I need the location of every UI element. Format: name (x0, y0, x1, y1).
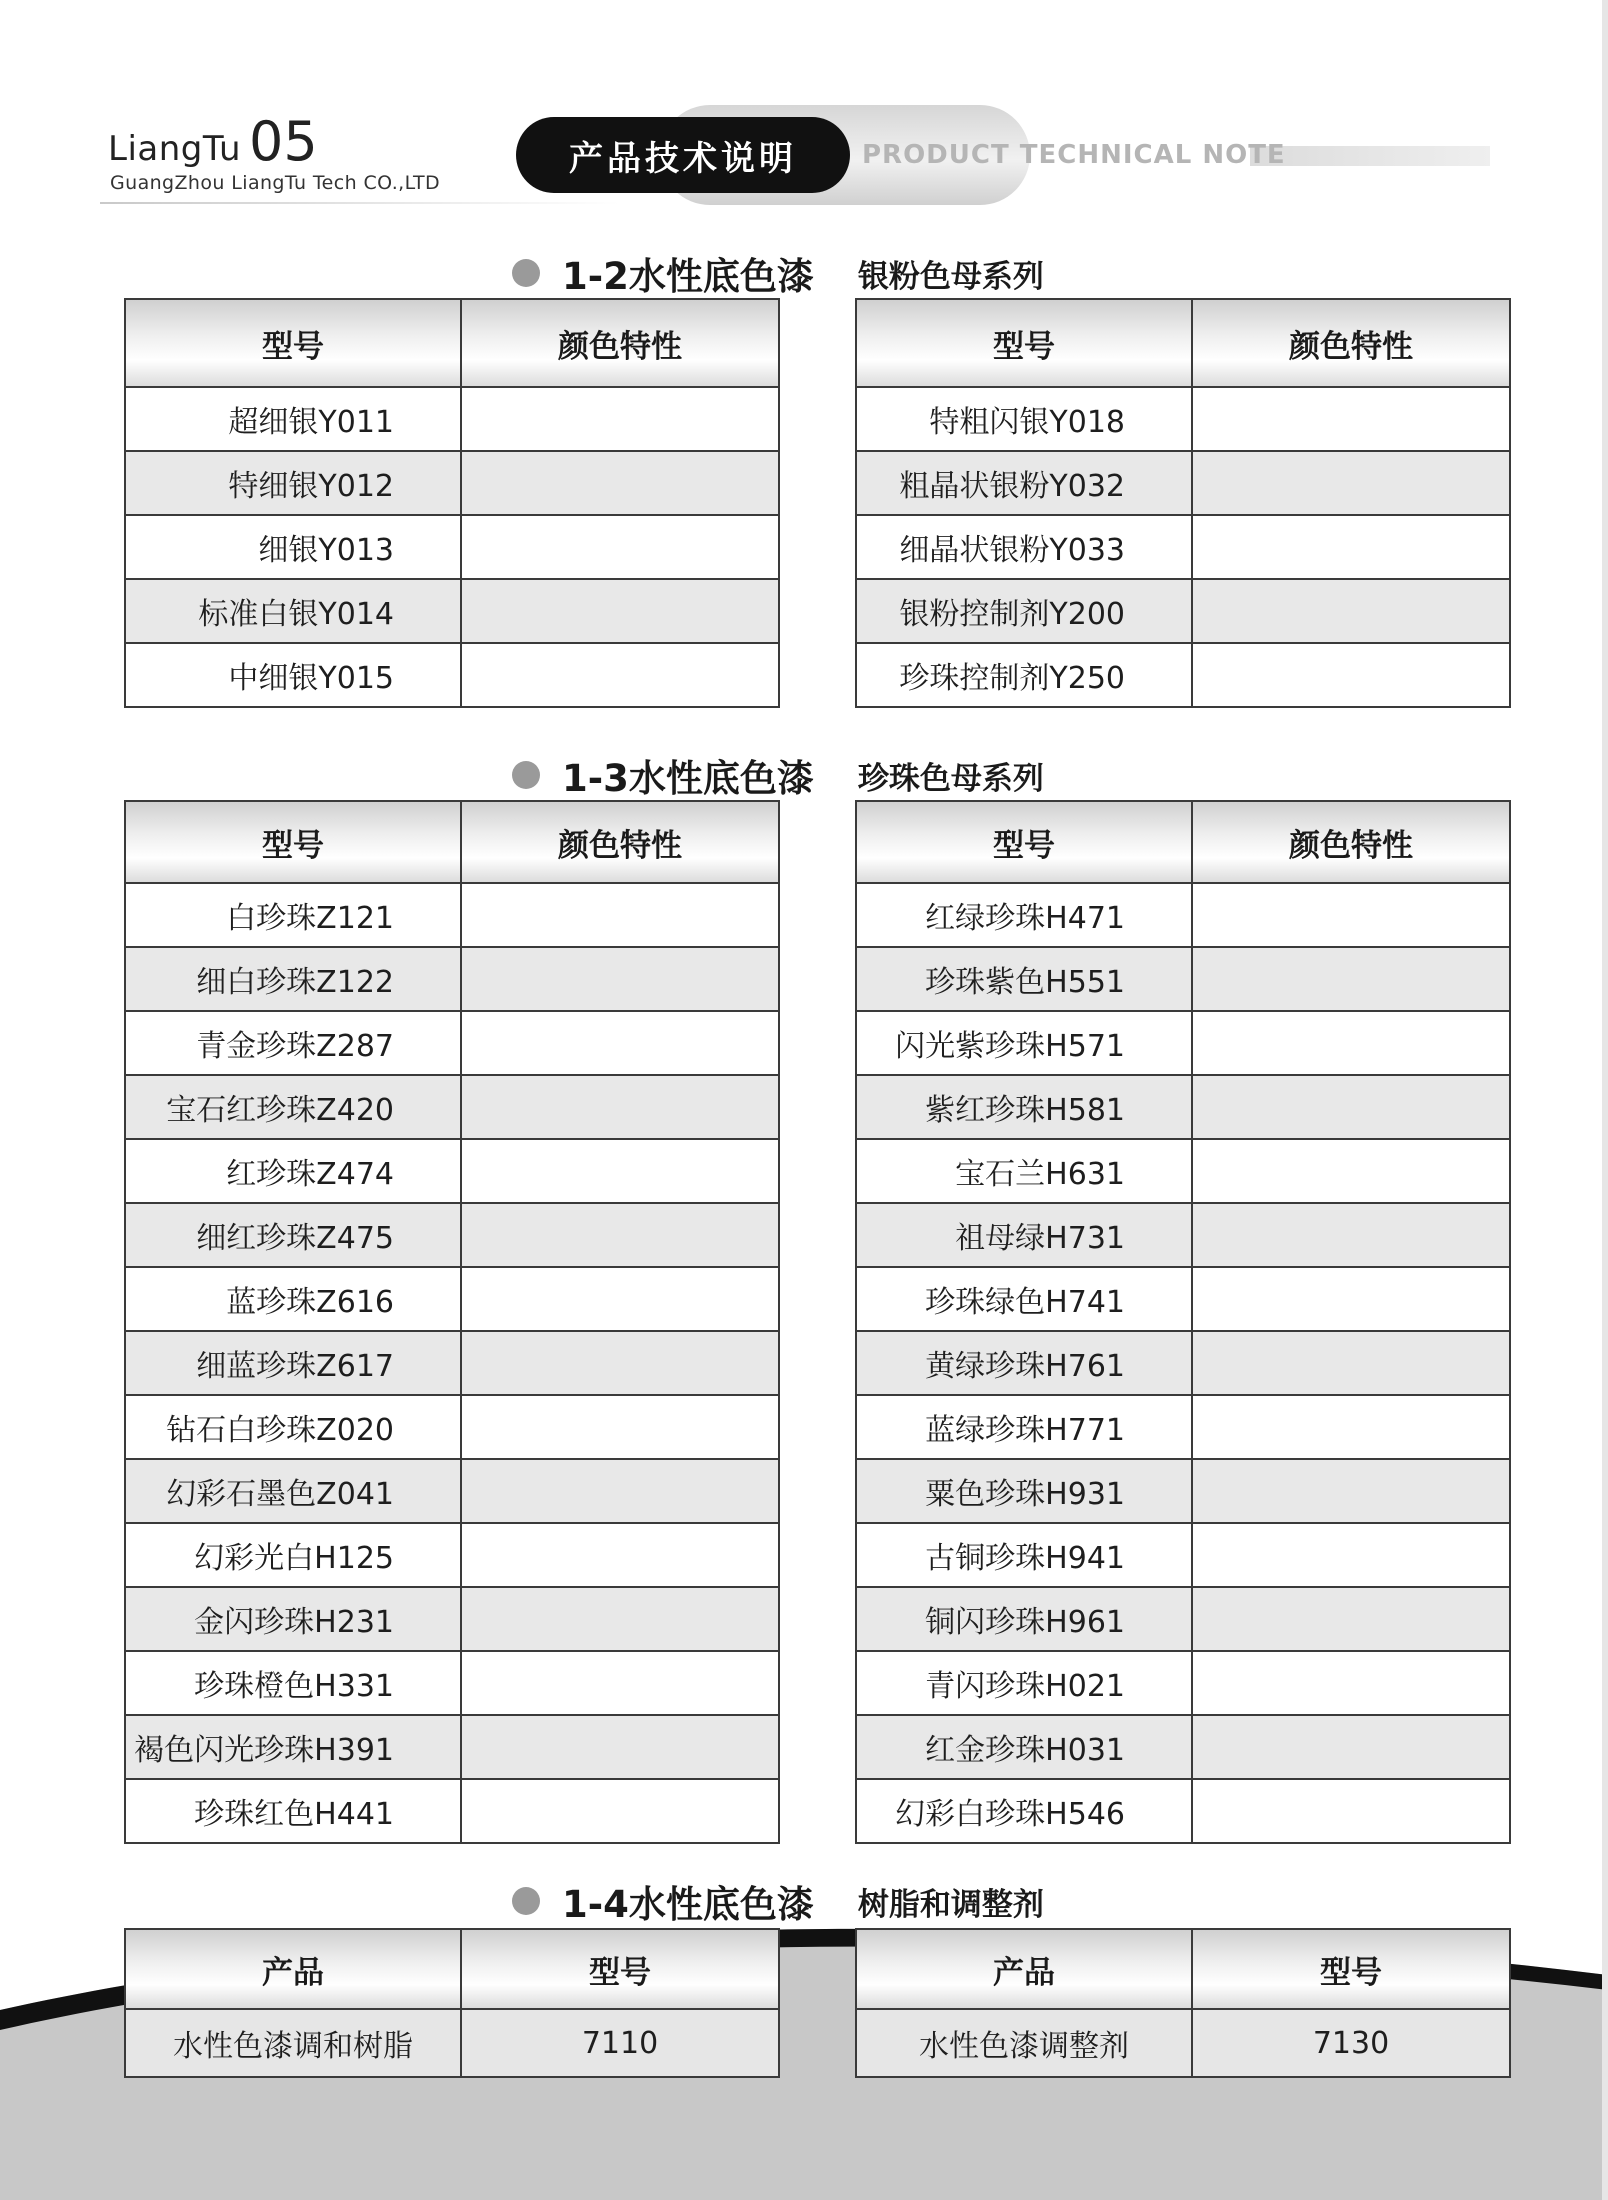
color-feature-cell (461, 1395, 779, 1459)
table-row (125, 883, 779, 947)
color-feature-cell (1192, 1715, 1510, 1779)
column-header-model: 型号 (856, 299, 1192, 387)
pearl-table-left (124, 800, 780, 1844)
color-feature-cell (461, 1203, 779, 1267)
model-name: 特粗闪银Y018 (856, 387, 1192, 451)
column-header-model: 型号 (856, 801, 1192, 883)
table-row (856, 1331, 1510, 1395)
model-name: 细银Y013 (125, 515, 461, 579)
color-feature-cell (1192, 1075, 1510, 1139)
model-name: 黄绿珍珠H761 (856, 1331, 1192, 1395)
bullet-dot-icon (512, 1887, 540, 1915)
page-title: 产品技术说明 (516, 117, 850, 193)
color-feature-cell (1192, 883, 1510, 947)
column-header-model: 型号 (125, 801, 461, 883)
model-name: 珍珠红色H441 (125, 1779, 461, 1843)
section-subtitle: 树脂和调整剂 (857, 1886, 1044, 1923)
model-name: 粗晶状银粉Y032 (856, 451, 1192, 515)
model-name: 细白珍珠Z122 (125, 947, 461, 1011)
silver-table-left (124, 298, 780, 708)
model-name: 祖母绿H731 (856, 1203, 1192, 1267)
table-row (856, 1459, 1510, 1523)
model-name: 闪光紫珍珠H571 (856, 1011, 1192, 1075)
color-feature-cell (461, 1523, 779, 1587)
model-name: 红绿珍珠H471 (856, 883, 1192, 947)
color-feature-cell (1192, 1523, 1510, 1587)
color-feature-cell (461, 1459, 779, 1523)
page-title-en: PRODUCT TECHNICAL NOTE (862, 140, 1286, 170)
color-feature-cell (1192, 1139, 1510, 1203)
table-row (856, 1715, 1510, 1779)
company-name: GuangZhou LiangTu Tech CO.,LTD (110, 172, 441, 194)
color-feature-cell (1192, 1587, 1510, 1651)
color-feature-cell (461, 883, 779, 947)
section-subtitle: 珍珠色母系列 (857, 760, 1044, 797)
model-name: 古铜珍珠H941 (856, 1523, 1192, 1587)
color-feature-cell (1192, 387, 1510, 451)
color-feature-cell (1192, 579, 1510, 643)
color-feature-cell (461, 1651, 779, 1715)
table-row (125, 451, 779, 515)
model-name: 宝石红珍珠Z420 (125, 1075, 461, 1139)
model-name: 超细银Y011 (125, 387, 461, 451)
color-feature-cell (1192, 1011, 1510, 1075)
model-name: 中细银Y015 (125, 643, 461, 707)
model-name: 紫红珍珠H581 (856, 1075, 1192, 1139)
color-feature-cell (1192, 515, 1510, 579)
header-divider (100, 202, 620, 204)
model-name: 特细银Y012 (125, 451, 461, 515)
table-row (125, 1395, 779, 1459)
color-feature-cell (461, 1715, 779, 1779)
color-feature-cell (461, 1011, 779, 1075)
section-title-text: 1-2水性底色漆 (562, 255, 814, 298)
table-row (125, 1011, 779, 1075)
brand-logo (108, 110, 318, 173)
page-number: 05 (249, 110, 318, 173)
model-name: 红金珍珠H031 (856, 1715, 1192, 1779)
table-row (125, 1139, 779, 1203)
table-row (125, 1779, 779, 1843)
section-title-text: 1-3水性底色漆 (562, 757, 814, 800)
model-name: 细红珍珠Z475 (125, 1203, 461, 1267)
model-number: 7110 (461, 2009, 779, 2077)
color-feature-cell (461, 1331, 779, 1395)
model-name: 幻彩石墨色Z041 (125, 1459, 461, 1523)
column-header-model: 型号 (461, 1929, 779, 2009)
table-row (856, 1395, 1510, 1459)
model-number: 7130 (1192, 2009, 1510, 2077)
model-name: 珍珠绿色H741 (856, 1267, 1192, 1331)
color-feature-cell (1192, 947, 1510, 1011)
product-name: 水性色漆调和树脂 (125, 2009, 461, 2077)
color-feature-cell (1192, 643, 1510, 707)
model-name: 白珍珠Z121 (125, 883, 461, 947)
model-name: 金闪珍珠H231 (125, 1587, 461, 1651)
model-name: 细晶状银粉Y033 (856, 515, 1192, 579)
model-name: 蓝珍珠Z616 (125, 1267, 461, 1331)
product-name: 水性色漆调整剂 (856, 2009, 1192, 2077)
color-feature-cell (461, 579, 779, 643)
pearl-table-right (855, 800, 1511, 1844)
table-row (125, 1523, 779, 1587)
title-bar-decoration (1250, 146, 1490, 166)
table-row (125, 579, 779, 643)
model-name: 细蓝珍珠Z617 (125, 1331, 461, 1395)
table-row (125, 1715, 779, 1779)
model-name: 幻彩光白H125 (125, 1523, 461, 1587)
model-name: 褐色闪光珍珠H391 (125, 1715, 461, 1779)
column-header-color-feature: 颜色特性 (461, 299, 779, 387)
color-feature-cell (461, 1267, 779, 1331)
model-name: 珍珠紫色H551 (856, 947, 1192, 1011)
table-row (856, 883, 1510, 947)
model-name: 钻石白珍珠Z020 (125, 1395, 461, 1459)
model-name: 珍珠橙色H331 (125, 1651, 461, 1715)
table-row (856, 387, 1510, 451)
table-row (856, 1779, 1510, 1843)
section-subtitle: 银粉色母系列 (857, 258, 1044, 295)
column-header-color-feature: 颜色特性 (1192, 299, 1510, 387)
model-name: 珍珠控制剂Y250 (856, 643, 1192, 707)
column-header-model: 型号 (125, 299, 461, 387)
resin-table-right (855, 1928, 1511, 2078)
table-row (856, 451, 1510, 515)
column-header-product: 产品 (856, 1929, 1192, 2009)
color-feature-cell (461, 387, 779, 451)
color-feature-cell (461, 947, 779, 1011)
color-feature-cell (461, 1779, 779, 1843)
table-row (856, 2009, 1510, 2077)
section-title-text: 1-4水性底色漆 (562, 1883, 814, 1926)
model-name: 幻彩白珍珠H546 (856, 1779, 1192, 1843)
table-row (125, 643, 779, 707)
color-feature-cell (1192, 1651, 1510, 1715)
page-edge (1602, 0, 1608, 2200)
table-row (856, 1203, 1510, 1267)
table-row (856, 1075, 1510, 1139)
table-row (856, 1651, 1510, 1715)
bullet-dot-icon (512, 259, 540, 287)
bullet-dot-icon (512, 761, 540, 789)
model-name: 红珍珠Z474 (125, 1139, 461, 1203)
color-feature-cell (1192, 1459, 1510, 1523)
table-row (856, 1139, 1510, 1203)
model-name: 铜闪珍珠H961 (856, 1587, 1192, 1651)
silver-table-right (855, 298, 1511, 708)
section-title-1-2 (512, 246, 1044, 300)
table-row (856, 1011, 1510, 1075)
table-row (125, 1267, 779, 1331)
color-feature-cell (1192, 451, 1510, 515)
section-title-1-3 (512, 748, 1044, 802)
table-row (856, 947, 1510, 1011)
table-row (125, 1203, 779, 1267)
table-row (125, 1459, 779, 1523)
table-row (125, 2009, 779, 2077)
color-feature-cell (461, 451, 779, 515)
color-feature-cell (461, 1075, 779, 1139)
model-name: 粟色珍珠H931 (856, 1459, 1192, 1523)
model-name: 青金珍珠Z287 (125, 1011, 461, 1075)
resin-table-left (124, 1928, 780, 2078)
table-row (856, 1587, 1510, 1651)
table-row (125, 1075, 779, 1139)
section-title-1-4 (512, 1874, 1044, 1928)
table-row (856, 515, 1510, 579)
color-feature-cell (1192, 1331, 1510, 1395)
table-row (125, 1587, 779, 1651)
table-row (856, 579, 1510, 643)
color-feature-cell (1192, 1203, 1510, 1267)
model-name: 银粉控制剂Y200 (856, 579, 1192, 643)
table-row (125, 1651, 779, 1715)
column-header-color-feature: 颜色特性 (1192, 801, 1510, 883)
column-header-product: 产品 (125, 1929, 461, 2009)
color-feature-cell (461, 1139, 779, 1203)
model-name: 标准白银Y014 (125, 579, 461, 643)
brand-name: LiangTu (108, 129, 242, 169)
model-name: 青闪珍珠H021 (856, 1651, 1192, 1715)
color-feature-cell (1192, 1267, 1510, 1331)
model-name: 宝石兰H631 (856, 1139, 1192, 1203)
table-row (125, 947, 779, 1011)
table-row (856, 643, 1510, 707)
color-feature-cell (461, 643, 779, 707)
color-feature-cell (461, 1587, 779, 1651)
column-header-color-feature: 颜色特性 (461, 801, 779, 883)
color-feature-cell (1192, 1779, 1510, 1843)
column-header-model: 型号 (1192, 1929, 1510, 2009)
table-row (856, 1523, 1510, 1587)
color-feature-cell (461, 515, 779, 579)
table-row (125, 387, 779, 451)
table-row (125, 515, 779, 579)
table-row (856, 1267, 1510, 1331)
color-feature-cell (1192, 1395, 1510, 1459)
table-row (125, 1331, 779, 1395)
model-name: 蓝绿珍珠H771 (856, 1395, 1192, 1459)
